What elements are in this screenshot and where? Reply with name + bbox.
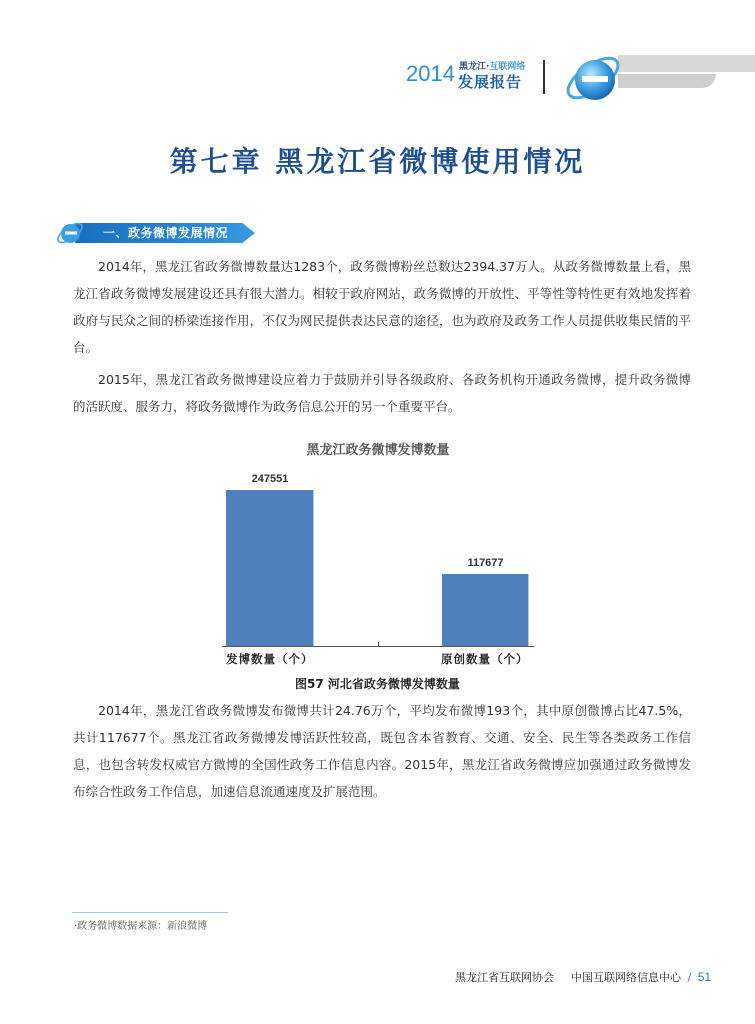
body-paragraph: 2014年，黑龙江省政务微博数量达1283个，政务微博粉丝总数达2394.37万人。从政务微博数量上看，黑龙江省政务微博发展建设还具有很大潜力。相较于政府网站，政务微博的开放性、平等性等特性更有效地发挥着政府与民众之间的桥梁连接作用，不仅为网民提供表达民意的途径，也为政府及政务工作人员提供收集民情的平台。	[73, 259, 691, 355]
chapter-title: 第七章 黑龙江省微博使用情况	[169, 145, 586, 178]
x-axis	[222, 646, 534, 647]
header-series-title: 发展报告	[458, 73, 523, 91]
header-series-small-left: 黑龙江·	[459, 62, 490, 72]
section-heading	[55, 218, 270, 248]
bar-value-label: 247551	[251, 473, 289, 485]
header-divider	[543, 60, 545, 94]
footer-separator: /	[687, 971, 692, 984]
page-number: 51	[697, 970, 712, 984]
footnote: ·政务微博数据来源：新浪微博	[74, 921, 208, 932]
footer-org-2: 中国互联网络信息中心	[571, 971, 681, 984]
x-category-label: 发博数量（个）	[226, 652, 314, 666]
x-category-label: 原创数量（个）	[441, 652, 529, 666]
header-year: 2014	[406, 61, 455, 86]
footer-org-1: 黑龙江省互联网协会	[455, 971, 554, 984]
bar-posts-count	[226, 490, 313, 646]
header-decor-bar	[618, 74, 716, 88]
body-paragraph: 2015年，黑龙江省政务微博建设应着力于鼓励并引导各级政府、各政务机构开通政务微博，提升政务微博的活跃度、服务力，将政务微博作为政务信息公开的另一个重要平台。	[73, 372, 691, 414]
chart-title: 黑龙江政务微博发博数量	[306, 443, 450, 458]
ie-e-logo-icon	[562, 48, 624, 108]
bar-original-count	[442, 574, 528, 646]
figure-caption: 图57 河北省政务微博发博数量	[295, 677, 460, 691]
page-footer	[455, 969, 711, 985]
header-series-small-right: 互联网络	[489, 62, 526, 72]
section-heading-label: 一、政务微博发展情况	[103, 226, 229, 240]
ie-e-logo-icon	[55, 218, 85, 248]
footnote-rule	[72, 912, 228, 913]
x-axis-tick	[378, 642, 379, 646]
body-paragraph: 2014年，黑龙江省政务微博发布微博共计24.76万个，平均发布微博193个，其中原创微博占比47.5%，共计117677个。黑龙江省政务微博发博活跃性较高，既包含本省教育、交通、安全、民生等各类政务工作信息，也包含转发权威官方微博的全国性政务工作信息内容。2015年，黑龙江省政务微博应加强通过政务微博发布综合性政务工作信息，加速信息流通速度及扩展范围。	[73, 703, 691, 799]
header-decor-bar	[618, 55, 755, 72]
bar-value-label: 117677	[467, 557, 504, 569]
